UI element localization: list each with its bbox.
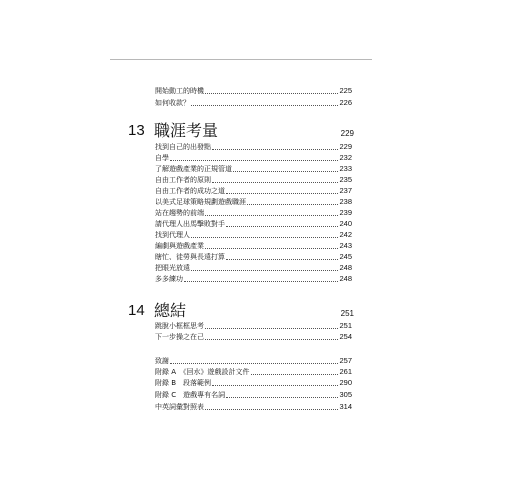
toc-entry [155, 321, 352, 331]
dot-leader [205, 93, 338, 94]
toc-entry-title: 自學 [155, 154, 169, 162]
toc-entry-page: 251 [339, 321, 352, 330]
toc-entry [155, 164, 352, 174]
dot-leader [212, 182, 338, 183]
toc-entry-page: 245 [339, 252, 352, 261]
toc-entry-page: 261 [339, 367, 352, 376]
toc-entry [155, 175, 352, 185]
dot-leader [212, 149, 338, 150]
toc-entry [155, 390, 352, 400]
toc-entry-page: 240 [339, 219, 352, 228]
toc-entry-title: 站在趨勢的前端 [155, 209, 204, 217]
toc-entry-page: 232 [339, 153, 352, 162]
dot-leader [205, 409, 338, 410]
dot-leader [205, 248, 338, 249]
dot-leader [226, 259, 338, 260]
toc-entry [155, 153, 352, 163]
toc-entry [155, 142, 352, 152]
dot-leader [170, 363, 338, 364]
dot-leader [233, 171, 338, 172]
toc-entry-page: 226 [339, 98, 352, 107]
toc-entry-title: 致謝 [155, 357, 169, 365]
chapter-number: 13 [128, 122, 145, 139]
toc-entry-title: 如何收款？ [155, 99, 190, 107]
toc-entry-title: 把眼光放遠 [155, 264, 190, 272]
toc-entry-page: 243 [339, 241, 352, 250]
chapter-heading [128, 120, 354, 140]
dot-leader [184, 281, 338, 282]
dot-leader [191, 105, 338, 106]
toc-entry-title: 附錄 B 段落範例 [155, 379, 212, 387]
toc-entry-title: 了解遊戲產業的正規管道 [155, 165, 232, 173]
toc-entry-page: 225 [339, 86, 352, 95]
toc-entry [155, 367, 352, 377]
toc-entry-title: 找到代理人 [155, 231, 190, 239]
toc-entry-title: 開始動工的時機 [155, 87, 204, 95]
top-rule [110, 59, 372, 60]
toc-entry-title: 附錄 C 遊戲專有名詞 [155, 391, 226, 399]
toc-entry-page: 235 [339, 175, 352, 184]
toc-entry-page: 290 [339, 378, 352, 387]
toc-entry-title: 跳脫小框框思考 [155, 322, 204, 330]
toc-entry [155, 186, 352, 196]
toc-entry [155, 252, 352, 262]
toc-entry-title: 自由工作者的原則 [155, 176, 211, 184]
toc-entry [155, 402, 352, 412]
toc-entry-page: 248 [339, 274, 352, 283]
chapter-heading [128, 300, 354, 320]
dot-leader [191, 237, 338, 238]
toc-entry-title: 瞎忙、徒勞與長遠打算 [155, 253, 225, 261]
toc-entry-page: 229 [339, 142, 352, 151]
dot-leader [251, 374, 339, 375]
toc-entry [155, 356, 352, 366]
toc-entry [155, 208, 352, 218]
toc-entry-page: 314 [339, 402, 352, 411]
toc-entry [155, 241, 352, 251]
toc-entry-title: 以美式足球策略規劃遊戲職涯 [155, 198, 246, 206]
toc-entry [155, 197, 352, 207]
toc-entry-page: 254 [339, 332, 352, 341]
chapter-number: 14 [128, 302, 145, 319]
chapter-page: 251 [340, 309, 354, 318]
toc-entry-page: 242 [339, 230, 352, 239]
dot-leader [205, 339, 338, 340]
toc-entry-title: 附錄 A 《回水》遊戲設計文件 [155, 368, 250, 376]
dot-leader [205, 215, 338, 216]
toc-entry-title: 中英詞彙對照表 [155, 403, 204, 411]
toc-entry [155, 219, 352, 229]
dot-leader [226, 226, 338, 227]
toc-entry-page: 233 [339, 164, 352, 173]
chapter-page: 229 [340, 129, 354, 138]
toc-entry-page: 305 [339, 390, 352, 399]
toc-entry-title: 多多練功 [155, 275, 183, 283]
toc-entry-title: 下一步操之在己 [155, 333, 204, 341]
dot-leader [205, 328, 338, 329]
dot-leader [191, 270, 338, 271]
toc-entry [155, 86, 352, 96]
toc-entry-page: 238 [339, 197, 352, 206]
toc-entry-page: 257 [339, 356, 352, 365]
toc-entry-title: 編劇與遊戲產業 [155, 242, 204, 250]
toc-entry-title: 找到自己的出發點 [155, 143, 211, 151]
toc-entry-page: 237 [339, 186, 352, 195]
dot-leader [170, 160, 338, 161]
toc-entry [155, 230, 352, 240]
toc-entry [155, 378, 352, 388]
dot-leader [212, 385, 338, 386]
toc-entry-title: 請代理人出馬擊敗對手 [155, 220, 225, 228]
chapter-title: 職涯考量 [154, 121, 219, 140]
toc-entry [155, 274, 352, 284]
toc-entry [155, 98, 352, 108]
toc-entry [155, 332, 352, 342]
toc-entry [155, 263, 352, 273]
dot-leader [226, 397, 338, 398]
toc-entry-page: 248 [339, 263, 352, 272]
toc-entry-title: 自由工作者的成功之道 [155, 187, 225, 195]
dot-leader [226, 193, 338, 194]
chapter-title: 總結 [154, 301, 187, 320]
toc-entry-page: 239 [339, 208, 352, 217]
dot-leader [247, 204, 338, 205]
